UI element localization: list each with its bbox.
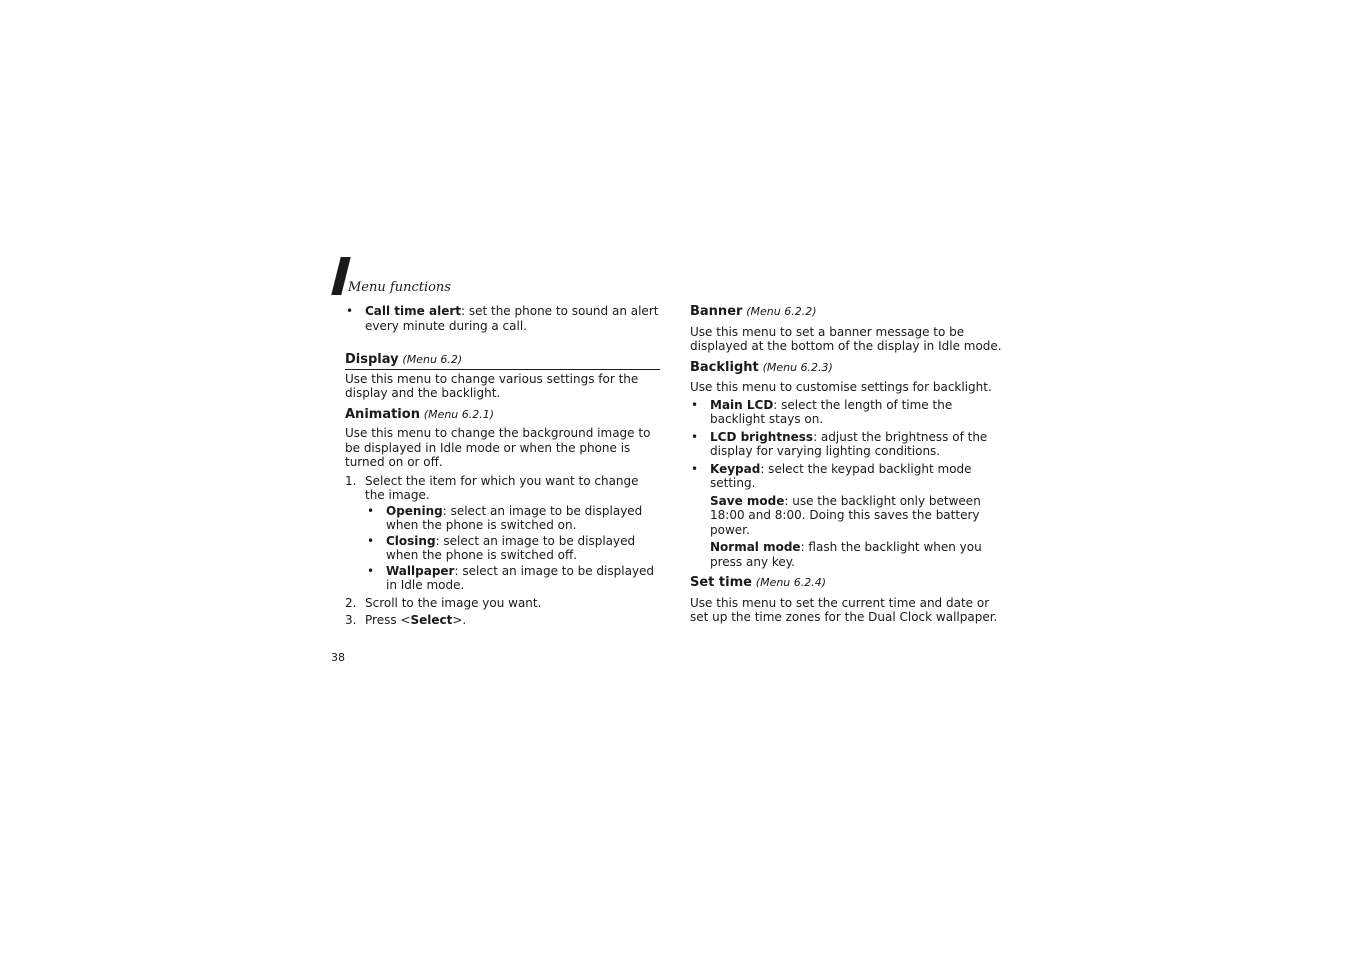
save-mode-term: Save mode — [710, 493, 785, 508]
step-2-number: 2. — [345, 595, 357, 610]
banner-menu-ref: (Menu 6.2.2) — [746, 305, 817, 318]
step-3-post: >. — [452, 613, 467, 627]
step-3 — [345, 613, 660, 628]
animation-menu-ref: (Menu 6.2.1) — [423, 407, 495, 421]
left-column — [345, 304, 660, 628]
backlight-keypad — [690, 462, 1005, 491]
banner-description: Use this menu to set a banner message to be displayed at the bottom of the display in Idle mode. — [690, 324, 1002, 353]
normal-mode-text: : flash the backlight when you press any key. — [710, 540, 982, 569]
call-time-alert-text: : set the phone to sound an alert every minute during a call. — [365, 304, 659, 333]
main-lcd-text: : select the length of time the backlight stays on. — [710, 397, 953, 426]
option-closing-term: Closing — [386, 533, 436, 548]
main-lcd-term: Main LCD — [710, 397, 774, 412]
step-3-number: 3. — [345, 613, 357, 627]
banner-heading — [690, 304, 1005, 320]
display-description: Use this menu to change various settings for the display and the backlight. — [345, 371, 639, 400]
set-time-description: Use this menu to set the current time and date or set up the time zones for the Dual Clock wallpaper. — [690, 595, 998, 624]
animation-description: Use this menu to change the background image to be displayed in Idle mode or when the phone is turned on or off. — [345, 426, 651, 469]
right-column — [690, 304, 1005, 625]
option-wallpaper-text: : select an image to be displayed in Idle mode. — [386, 563, 655, 592]
step-3-pre: Press < — [365, 613, 411, 627]
step-2-text: Scroll to the image you want. — [365, 595, 542, 610]
option-closing-text: : select an image to be displayed when the phone is switched off. — [386, 533, 636, 562]
keypad-text: : select the keypad backlight mode setting. — [710, 461, 972, 490]
header-title: Menu functions — [348, 280, 451, 295]
backlight-menu-ref: (Menu 6.2.3) — [762, 360, 833, 374]
option-opening-text: : select an image to be displayed when the phone is switched on. — [386, 503, 643, 532]
normal-mode — [690, 540, 1005, 569]
option-wallpaper-term: Wallpaper — [386, 563, 455, 578]
step-1-text: Select the item for which you want to change the image. — [365, 473, 639, 502]
lcd-brightness-text: : adjust the brightness of the display for varying lighting conditions. — [710, 429, 988, 458]
call-time-alert-term: Call time alert — [365, 304, 461, 318]
backlight-main-lcd — [690, 398, 1005, 427]
animation-heading — [345, 407, 660, 423]
set-time-menu-ref: (Menu 6.2.4) — [755, 576, 827, 589]
option-wallpaper — [345, 564, 660, 593]
option-opening-term: Opening — [386, 503, 443, 518]
save-mode — [690, 494, 1005, 538]
set-time-title: Set time — [690, 575, 752, 590]
keypad-term: Keypad — [710, 461, 761, 476]
option-opening — [345, 504, 660, 533]
lcd-brightness-term: LCD brightness — [710, 429, 814, 444]
display-menu-ref: (Menu 6.2) — [402, 353, 463, 366]
step-1 — [345, 474, 660, 503]
banner-title: Banner — [690, 304, 743, 319]
backlight-title: Backlight — [690, 359, 759, 375]
backlight-description: Use this menu to customise settings for backlight. — [690, 380, 992, 394]
page-number: 38 — [331, 651, 345, 664]
step-1-number: 1. — [345, 473, 357, 488]
step-2 — [345, 596, 660, 611]
backlight-heading — [690, 360, 1005, 376]
display-heading — [345, 352, 660, 370]
save-mode-text: : use the backlight only between 18:00 and 8:00. Doing this saves the battery power. — [710, 493, 981, 537]
step-3-select: Select — [410, 613, 453, 627]
option-closing — [345, 534, 660, 563]
backlight-lcd-brightness — [690, 430, 1005, 459]
call-time-alert-item — [345, 304, 660, 333]
set-time-heading — [690, 575, 1005, 591]
animation-title: Animation — [345, 406, 420, 422]
normal-mode-term: Normal mode — [710, 540, 801, 554]
display-title: Display — [345, 352, 399, 367]
